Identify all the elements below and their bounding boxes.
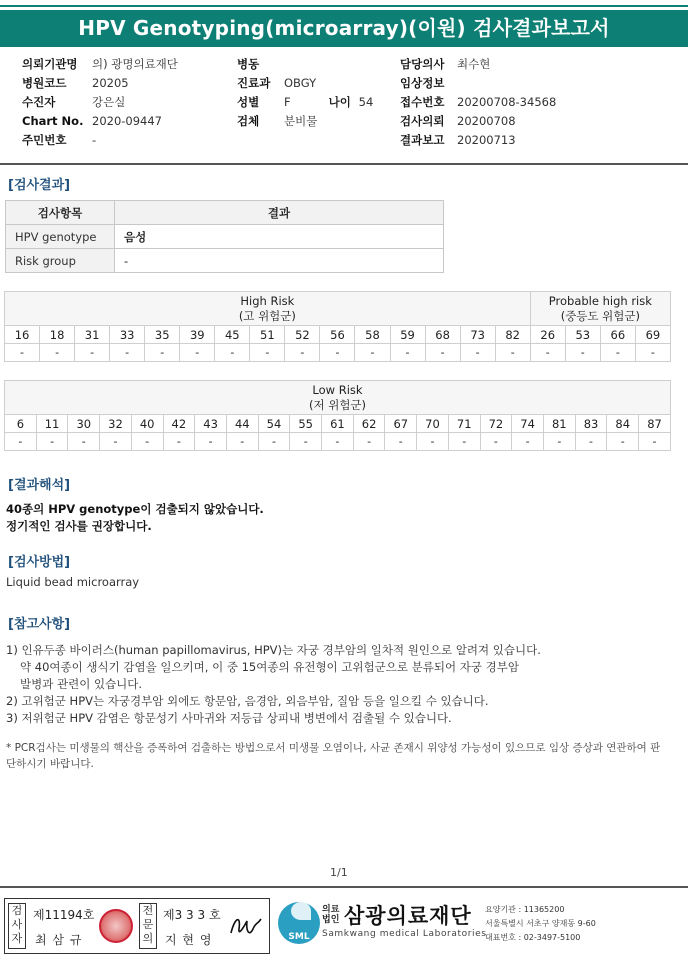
genotype-cell-6: 6	[5, 415, 37, 433]
genotype-result-74: -	[512, 433, 544, 451]
genotype-cell-74: 74	[512, 415, 544, 433]
report-title: HPV Genotyping(microarray)(이원) 검사결과보고서	[0, 10, 688, 47]
genotype-result-55: -	[290, 433, 322, 451]
info-row-report-date: 결과보고 20200713	[400, 133, 516, 147]
note-line: 약 40여종이 생식기 감염을 일으키며, 이 중 15여종의 유전형이 고위험군으로 분류되어 자궁 경부암	[20, 660, 519, 674]
table-row	[6, 249, 444, 273]
confirmer-label: 전문의	[139, 903, 157, 949]
result-item-genotype: HPV genotype	[6, 225, 115, 249]
result-item-risk-group: Risk group	[6, 249, 115, 273]
footnote: * PCR검사는 미생물의 핵산을 증폭하여 검출하는 방법으로서 미생물 오염이나, 사균 존재시 위양성 가능성이 있으므로 임상 증상과 연관하여 판단하시기 바랍니다.	[6, 742, 661, 770]
result-value-risk-group: -	[115, 249, 444, 273]
genotype-cell-53: 53	[565, 326, 600, 344]
genotype-result-30: -	[68, 433, 100, 451]
genotype-result-31: -	[75, 344, 110, 362]
info-row-institution: 의뢰기관명 의) 광명의료재단	[22, 57, 178, 71]
genotype-cell-72: 72	[480, 415, 512, 433]
genotype-result-68: -	[425, 344, 460, 362]
probable-high-risk-header: Probable high risk (중등도 위험군)	[530, 292, 670, 326]
confirmer-name: 지 현 영	[165, 933, 213, 947]
org-info	[485, 903, 596, 945]
table-row	[6, 225, 444, 249]
genotype-result-11: -	[36, 433, 68, 451]
genotype-result-67: -	[385, 433, 417, 451]
table-row	[5, 292, 671, 326]
info-row-hospital-code: 병원코드 20205	[22, 76, 129, 90]
genotype-result-26: -	[530, 344, 565, 362]
genotype-cell-58: 58	[355, 326, 390, 344]
table-row	[5, 326, 671, 344]
genotype-result-52: -	[285, 344, 320, 362]
genotype-result-82: -	[495, 344, 530, 362]
genotype-result-87: -	[639, 433, 671, 451]
genotype-result-53: -	[565, 344, 600, 362]
genotype-cell-40: 40	[131, 415, 163, 433]
genotype-cell-51: 51	[250, 326, 285, 344]
section-title-method: [검사방법]	[8, 555, 71, 570]
note-line: 1) 인유두종 바이러스(human papillomavirus, HPV)는 자궁 경부암의 일차적 원인으로 알려져 있습니다.	[6, 643, 541, 657]
genotype-result-44: -	[226, 433, 258, 451]
genotype-cell-55: 55	[290, 415, 322, 433]
genotype-cell-56: 56	[320, 326, 355, 344]
interpretation-text	[6, 501, 264, 535]
genotype-result-51: -	[250, 344, 285, 362]
result-header-item: 검사항목	[6, 201, 115, 225]
genotype-result-81: -	[543, 433, 575, 451]
genotype-result-62: -	[353, 433, 385, 451]
info-row-id-no: 주민번호 -	[22, 133, 97, 147]
high-risk-table	[4, 291, 671, 362]
high-risk-header: High Risk (고 위험군)	[5, 292, 531, 326]
genotype-result-39: -	[180, 344, 215, 362]
genotype-result-40: -	[131, 433, 163, 451]
genotype-cell-39: 39	[180, 326, 215, 344]
genotype-cell-43: 43	[195, 415, 227, 433]
genotype-cell-33: 33	[110, 326, 145, 344]
result-header-value: 결과	[115, 201, 444, 225]
info-row-patient: 수진자 강은실	[22, 95, 126, 109]
genotype-result-73: -	[460, 344, 495, 362]
info-row-doctor: 담당의사 최수현	[400, 57, 491, 71]
genotype-cell-26: 26	[530, 326, 565, 344]
table-row	[5, 415, 671, 433]
section-title-notes: [참고사항]	[8, 617, 71, 632]
genotype-result-69: -	[635, 344, 670, 362]
genotype-cell-82: 82	[495, 326, 530, 344]
genotype-result-45: -	[215, 344, 250, 362]
table-row	[5, 344, 671, 362]
genotype-cell-67: 67	[385, 415, 417, 433]
info-row-clinical-info: 임상정보	[400, 76, 445, 90]
genotype-result-33: -	[110, 344, 145, 362]
genotype-cell-61: 61	[322, 415, 354, 433]
notes-list	[6, 642, 541, 727]
header-divider	[0, 163, 688, 165]
genotype-result-70: -	[417, 433, 449, 451]
examiner-label: 검사자	[8, 903, 26, 949]
org-info-line: 대표번호 : 02-3497-5100	[485, 933, 581, 942]
org-name: 삼광의료재단	[344, 904, 472, 928]
genotype-result-18: -	[40, 344, 75, 362]
genotype-cell-69: 69	[635, 326, 670, 344]
result-table	[5, 200, 444, 273]
info-row-reception-no: 접수번호 20200708-34568	[400, 95, 557, 109]
genotype-result-54: -	[258, 433, 290, 451]
genotype-cell-70: 70	[417, 415, 449, 433]
genotype-cell-16: 16	[5, 326, 40, 344]
genotype-cell-59: 59	[390, 326, 425, 344]
genotype-cell-30: 30	[68, 415, 100, 433]
confirmer-signature-icon	[227, 907, 265, 945]
genotype-result-72: -	[480, 433, 512, 451]
examiner-name: 최 삼 규	[35, 933, 83, 947]
org-info-line: 서울특별시 서초구 양재동 9-60	[485, 919, 596, 928]
info-row-specimen: 검체 분비물	[237, 114, 318, 128]
signature-box	[4, 898, 270, 954]
genotype-result-61: -	[322, 433, 354, 451]
genotype-result-32: -	[100, 433, 132, 451]
patient-info-right	[400, 55, 556, 150]
low-risk-table	[4, 380, 671, 451]
page-number: 1/1	[330, 866, 348, 879]
genotype-cell-66: 66	[600, 326, 635, 344]
genotype-cell-68: 68	[425, 326, 460, 344]
info-row-department: 진료과 OBGY	[237, 76, 317, 90]
genotype-cell-35: 35	[145, 326, 180, 344]
genotype-result-83: -	[575, 433, 607, 451]
genotype-cell-32: 32	[100, 415, 132, 433]
org-logo-icon: SML	[278, 902, 320, 944]
interpretation-line: 정기적인 검사를 권장합니다.	[6, 519, 152, 533]
genotype-cell-31: 31	[75, 326, 110, 344]
genotype-cell-71: 71	[448, 415, 480, 433]
genotype-result-58: -	[355, 344, 390, 362]
table-row	[5, 381, 671, 415]
examiner-seal-icon	[99, 909, 133, 943]
note-line: 발병과 관련이 있습니다.	[20, 677, 143, 691]
genotype-result-35: -	[145, 344, 180, 362]
genotype-cell-84: 84	[607, 415, 639, 433]
examiner-no: 제11194호	[33, 908, 95, 922]
genotype-cell-44: 44	[226, 415, 258, 433]
genotype-cell-83: 83	[575, 415, 607, 433]
result-value-genotype: 음성	[115, 225, 444, 249]
genotype-result-42: -	[163, 433, 195, 451]
patient-info-left	[22, 55, 178, 150]
info-row-ward: 병동	[237, 57, 260, 71]
org-type: 의료 법인	[322, 905, 340, 925]
note-line: 2) 고위험군 HPV는 자궁경부암 외에도 항문암, 음경암, 외음부암, 질암 등을 일으킬 수 있습니다.	[6, 694, 489, 708]
genotype-result-59: -	[390, 344, 425, 362]
genotype-result-43: -	[195, 433, 227, 451]
info-row-sex-age: 성별 F 나이 54	[237, 95, 374, 109]
genotype-result-71: -	[448, 433, 480, 451]
table-row	[6, 201, 444, 225]
genotype-cell-52: 52	[285, 326, 320, 344]
low-risk-header: Low Risk (저 위험군)	[5, 381, 671, 415]
org-english-name: Samkwang medical Laboratories	[322, 929, 487, 939]
footer-divider	[0, 886, 688, 888]
genotype-result-6: -	[5, 433, 37, 451]
genotype-cell-87: 87	[639, 415, 671, 433]
genotype-cell-73: 73	[460, 326, 495, 344]
method-text: Liquid bead microarray	[6, 575, 140, 589]
genotype-result-84: -	[607, 433, 639, 451]
genotype-cell-11: 11	[36, 415, 68, 433]
genotype-cell-81: 81	[543, 415, 575, 433]
note-line: 3) 저위험군 HPV 감염은 항문성기 사마귀와 저등급 상피내 병변에서 검출될 수 있습니다.	[6, 711, 452, 725]
genotype-cell-18: 18	[40, 326, 75, 344]
genotype-cell-54: 54	[258, 415, 290, 433]
genotype-cell-45: 45	[215, 326, 250, 344]
table-row	[5, 433, 671, 451]
info-row-request-date: 검사의뢰 20200708	[400, 114, 516, 128]
section-title-interpretation: [결과해석]	[8, 478, 71, 493]
genotype-result-16: -	[5, 344, 40, 362]
patient-info-mid	[237, 55, 373, 131]
section-title-result: [검사결과]	[8, 178, 71, 193]
info-row-chart-no: Chart No. 2020-09447	[22, 114, 162, 128]
confirmer-no: 제3 3 3 호	[163, 908, 221, 922]
genotype-cell-62: 62	[353, 415, 385, 433]
org-info-line: 요양기관 : 11365200	[485, 905, 565, 914]
logo-bird-icon	[291, 902, 311, 920]
interpretation-line: 40종의 HPV genotype이 검출되지 않았습니다.	[6, 502, 264, 516]
genotype-result-66: -	[600, 344, 635, 362]
genotype-cell-42: 42	[163, 415, 195, 433]
genotype-result-56: -	[320, 344, 355, 362]
